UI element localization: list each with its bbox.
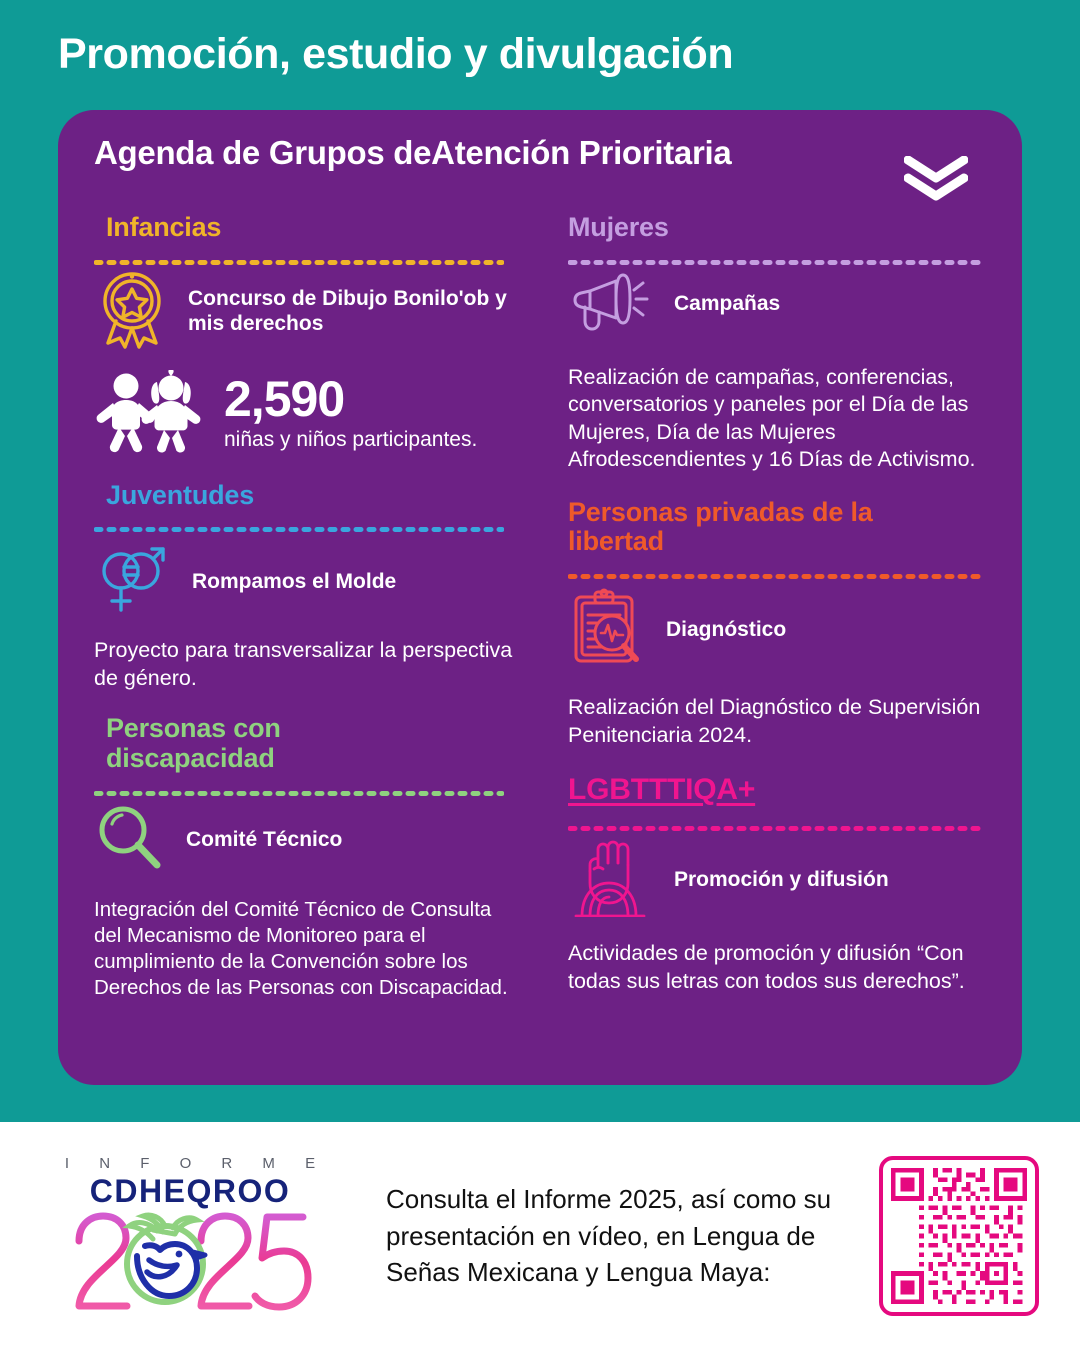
item-concurso-dibujo (94, 269, 520, 354)
item-title-diagnostico: Diagnóstico (666, 617, 787, 641)
item-title-campanas: Campañas (674, 292, 781, 316)
left-column (88, 213, 540, 1002)
paragraph-privadas-libertad: Realización del Diagnóstico de Supervisión Penitenciaria 2024. (568, 695, 981, 747)
section-heading-privadas-libertad: Personas privadas de la libertad (568, 496, 873, 557)
logo-cdheqroo-text: CDHEQROO (89, 1173, 291, 1209)
footer (0, 1122, 1080, 1350)
paragraph-lgbttiqa: Actividades de promoción y difusión “Con todas sus letras con todos sus derechos”. (568, 941, 965, 993)
stat-label: niñas y niños participantes. (224, 428, 478, 452)
stat-number: 2,590 (224, 370, 345, 427)
item-rompamos-el-molde (94, 540, 520, 623)
item-comite-tecnico (94, 802, 520, 879)
magnifier-icon (94, 802, 166, 879)
card-header (88, 134, 992, 207)
raised-fist-rainbow-icon (568, 837, 654, 922)
footer-text: Consulta el Informe 2025, así como su presentación en vídeo, en Lengua de Señas Mexicana y Lengua Maya: (386, 1183, 832, 1288)
divider-dots-lgbttiqa (568, 818, 992, 823)
section-juventudes (94, 481, 520, 693)
megaphone-icon (568, 269, 652, 340)
divider-dots-discapacidad (94, 783, 520, 788)
informe-logo (0, 1151, 380, 1321)
two-children-icon (94, 370, 206, 459)
sections-columns (88, 213, 992, 1002)
section-heading-juventudes: Juventudes (106, 479, 255, 510)
qr-code-wrapper[interactable] (870, 1156, 1080, 1316)
agenda-card (58, 110, 1022, 1085)
section-heading-discapacidad: Personas con discapacidad (106, 713, 281, 774)
divider-dots-juventudes (94, 519, 520, 524)
section-personas-con-discapacidad (94, 714, 520, 1001)
right-column (540, 213, 992, 1002)
section-heading-mujeres: Mujeres (568, 212, 669, 242)
stat-infancias (94, 370, 520, 459)
section-lgbttiqa (568, 773, 992, 995)
item-diagnostico (568, 587, 992, 672)
section-personas-privadas-libertad (568, 498, 992, 749)
page-title: Promoción, estudio y divulgación (58, 29, 734, 78)
clipboard-diagnostic-icon (568, 587, 644, 672)
section-mujeres (568, 213, 992, 474)
divider-dots-infancias (94, 252, 520, 257)
logo-year-2025-icon (65, 1208, 315, 1321)
section-heading-lgbttiqa: LGBTTTIQA+ (568, 773, 756, 807)
card-title: Agenda de Grupos deAtención Prioritaria (94, 134, 732, 171)
stat-text-block (224, 370, 478, 453)
item-title-comite: Comité Técnico (186, 828, 343, 852)
item-title-concurso: Concurso de Dibujo Bonilo'ob y mis derechos (188, 286, 507, 336)
item-campanas (568, 269, 992, 340)
divider-dots-privadas-libertad (568, 566, 992, 571)
paragraph-juventudes: Proyecto para transversalizar la perspectiva de género. (94, 638, 513, 690)
double-chevron-down-icon[interactable] (904, 156, 968, 207)
gender-equality-icon (94, 540, 172, 623)
qr-code-icon[interactable] (879, 1156, 1039, 1316)
award-medal-icon (94, 269, 170, 354)
item-title-rompamos: Rompamos el Molde (192, 570, 397, 594)
paragraph-discapacidad: Integración del Comité Técnico de Consulta del Mecanismo de Monitoreo para el cumplimiento de la Convención sobre los Derechos de las Personas con Discapacidad. (94, 897, 508, 1000)
item-title-promocion: Promoción y difusión (674, 867, 889, 891)
section-infancias (94, 213, 520, 459)
divider-dots-mujeres (568, 252, 992, 257)
section-heading-infancias: Infancias (106, 212, 222, 242)
page-header (0, 0, 1080, 108)
paragraph-mujeres: Realización de campañas, conferencias, conversatorios y paneles por el Día de las Mujeres, Día de las Mujeres Afrodescendientes y 16 Días de Activismo. (568, 364, 976, 472)
logo-informe-text: I N F O R M E (64, 1155, 329, 1172)
item-promocion-difusion (568, 837, 992, 922)
